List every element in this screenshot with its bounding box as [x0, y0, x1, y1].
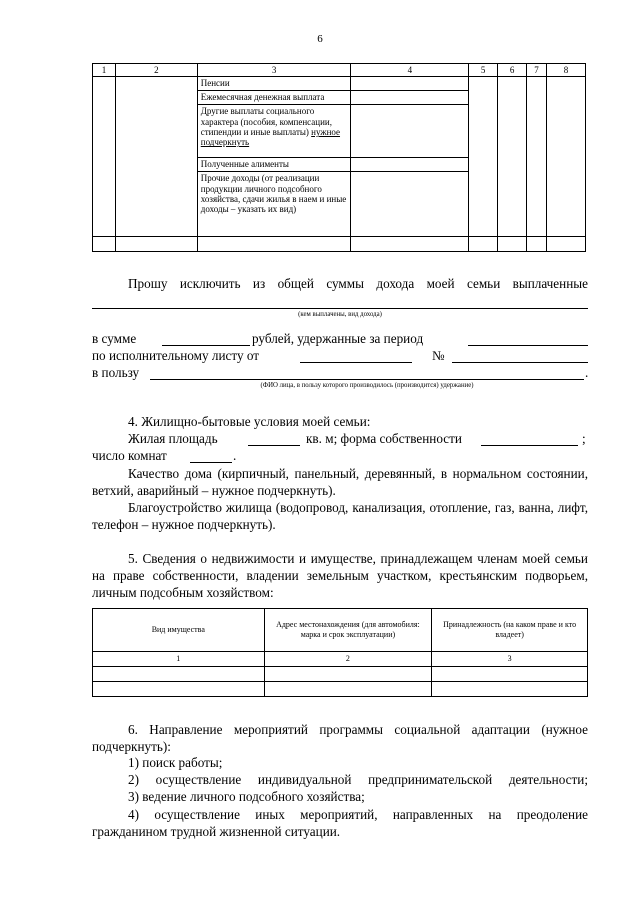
table-cell [498, 77, 527, 237]
income-table-header-row [93, 64, 586, 77]
living-area-field[interactable] [248, 431, 300, 446]
col-number: 2 [264, 652, 432, 667]
writ-number-field[interactable] [452, 348, 588, 363]
table-cell [115, 237, 197, 252]
section4-title: 4. Жилищно-бытовые условия моей семьи: [128, 414, 371, 429]
table-row [93, 77, 586, 91]
income-type-cell: Пенсии [197, 77, 351, 91]
table-cell [197, 237, 351, 252]
property-table [92, 608, 588, 697]
property-header-type: Вид имущества [93, 609, 265, 652]
rooms-field[interactable] [190, 448, 232, 463]
writ-label: по исполнительному листу от [92, 348, 260, 363]
table-cell [527, 77, 547, 237]
sum-label: в сумме [92, 331, 137, 346]
income-type-cell: Прочие доходы (от реализации продукции личного подсобного хозяйства, сдачи жилья в наем и иные доходы – указать их вид) [197, 172, 351, 237]
col-number: 5 [469, 64, 498, 77]
col-number: 6 [498, 64, 527, 77]
table-cell [498, 237, 527, 252]
table-cell [469, 77, 498, 237]
table-cell [351, 105, 469, 158]
table-cell [351, 158, 469, 172]
beneficiary-end: . [585, 365, 589, 380]
col-number: 2 [115, 64, 197, 77]
col-number: 3 [432, 652, 588, 667]
table-cell [351, 172, 469, 237]
col-number: 1 [93, 64, 116, 77]
table-cell[interactable] [264, 667, 432, 682]
number-sign: № [432, 348, 445, 363]
list-item: 4) осуществление иных мероприятий, направленных на преодоление гражданином трудной жизненной ситуации. [92, 807, 588, 839]
beneficiary-caption: (ФИО лица, в пользу которого производилось (производится) удержание) [260, 382, 474, 389]
rubles-label: рублей, удержанные за период [252, 331, 424, 346]
income-type-cell: Другие выплаты социального характера (пособия, компенсации, стипендии и иные выплаты) нужное подчеркнуть [197, 105, 351, 158]
property-table-number-row [93, 652, 588, 667]
rooms-end: . [233, 448, 237, 463]
table-cell [351, 77, 469, 91]
income-table [92, 63, 586, 252]
table-cell[interactable] [93, 682, 265, 697]
period-field[interactable] [468, 331, 588, 346]
table-cell [527, 237, 547, 252]
property-header-address: Адрес местонахождения (для автомобиля: марка и срок эксплуатации) [264, 609, 432, 652]
table-cell[interactable] [432, 667, 588, 682]
ownership-field[interactable] [481, 431, 578, 446]
page-number: 6 [317, 33, 323, 45]
beneficiary-label: в пользу [92, 365, 140, 380]
section5-title: 5. Сведения о недвижимости и имуществе, принадлежащем членам моей семьи на праве собственности, владении земельным участком, крестьянским подворьем, личным подсобным хозяйством: [92, 551, 588, 600]
amenities-text: Благоустройство жилища (водопровод, канализация, отопление, газ, ванна, лифт, телефон – нужное подчеркнуть). [92, 500, 588, 532]
property-table-header-row [93, 609, 588, 652]
payer-caption: (кем выплачены, вид дохода) [298, 311, 382, 318]
house-quality-text: Качество дома (кирпичный, панельный, деревянный, в нормальном состоянии, ветхий, аварийный – нужное подчеркнуть). [92, 466, 588, 498]
section6-title: 6. Направление мероприятий программы социальной адаптации (нужное подчеркнуть): [92, 722, 588, 754]
col-number: 4 [351, 64, 469, 77]
list-item: 3) ведение личного подсобного хозяйства; [128, 789, 365, 804]
writ-date-field[interactable] [300, 348, 412, 363]
table-cell [93, 77, 116, 237]
property-header-ownership: Принадлежность (на каком праве и кто владеет) [432, 609, 588, 652]
living-area-label: Жилая площадь [128, 431, 218, 446]
list-item: 2) осуществление индивидуальной предпринимательской деятельности; [128, 772, 588, 787]
table-row [93, 237, 586, 252]
exclusion-request-text: Прошу исключить из общей суммы дохода моей семьи выплаченные [128, 276, 588, 291]
table-cell [351, 237, 469, 252]
table-row [93, 682, 588, 697]
col-number: 3 [197, 64, 351, 77]
sum-field[interactable] [162, 331, 250, 346]
table-cell [547, 237, 586, 252]
table-cell [547, 77, 586, 237]
payer-field[interactable] [92, 294, 588, 309]
col-number: 8 [547, 64, 586, 77]
beneficiary-field[interactable] [150, 365, 584, 380]
table-cell[interactable] [264, 682, 432, 697]
col-number: 1 [93, 652, 265, 667]
table-row [93, 667, 588, 682]
table-cell[interactable] [93, 667, 265, 682]
table-cell [351, 91, 469, 105]
income-type-cell: Полученные алименты [197, 158, 351, 172]
table-cell [115, 77, 197, 237]
sqm-label: кв. м; форма собственности [306, 431, 462, 446]
table-cell[interactable] [432, 682, 588, 697]
table-cell [93, 237, 116, 252]
list-item: 1) поиск работы; [128, 755, 223, 770]
table-cell [469, 237, 498, 252]
col-number: 7 [527, 64, 547, 77]
semicolon: ; [582, 431, 586, 446]
rooms-label: число комнат [92, 448, 167, 463]
income-type-cell: Ежемесячная денежная выплата [197, 91, 351, 105]
